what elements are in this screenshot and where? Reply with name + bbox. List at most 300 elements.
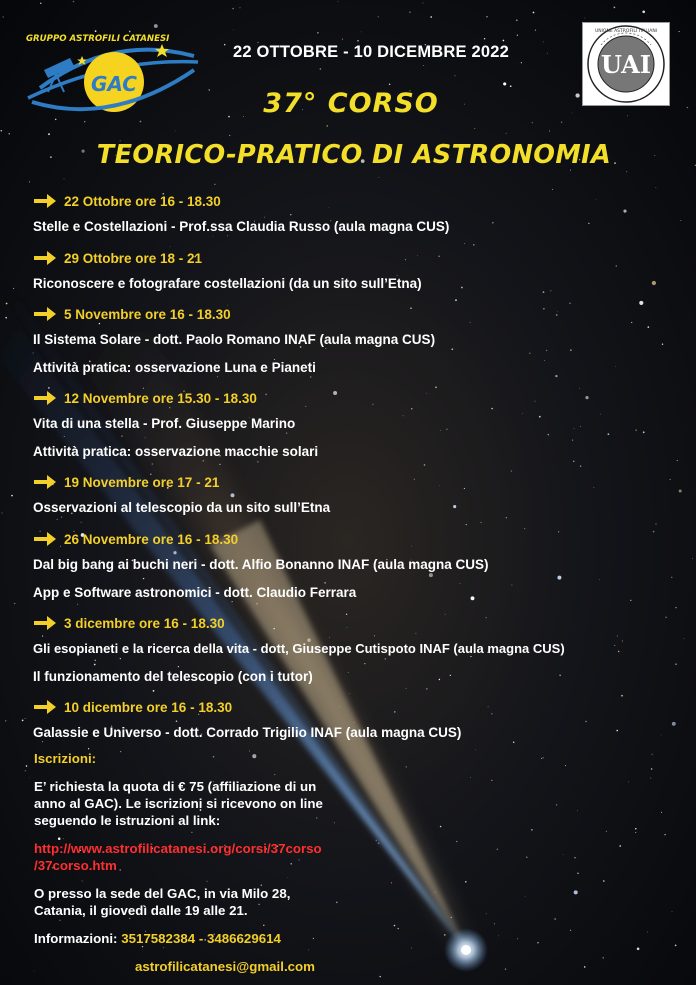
star <box>81 522 82 523</box>
star <box>227 236 228 237</box>
star <box>175 131 176 132</box>
schedule-date-row <box>34 529 238 549</box>
schedule-date: 22 Ottobre ore 16 - 18.30 <box>64 193 221 209</box>
star <box>570 349 571 350</box>
star <box>543 42 544 43</box>
star <box>430 16 432 18</box>
star <box>14 603 16 605</box>
star <box>274 774 275 775</box>
star <box>84 121 85 122</box>
star <box>639 301 643 305</box>
star <box>654 155 655 156</box>
star <box>464 488 465 489</box>
star <box>616 730 618 732</box>
arrow-right-icon <box>34 391 56 405</box>
star <box>570 930 571 931</box>
star <box>569 302 571 304</box>
star <box>94 664 96 666</box>
star <box>324 582 325 583</box>
star <box>503 82 506 85</box>
star <box>217 376 218 377</box>
star <box>464 243 465 244</box>
schedule-date-row <box>34 388 257 408</box>
star <box>48 133 50 135</box>
star <box>484 38 485 39</box>
star <box>543 291 545 293</box>
star <box>511 471 512 472</box>
star <box>417 255 418 256</box>
star <box>561 121 562 122</box>
star <box>670 479 671 480</box>
star <box>539 416 541 418</box>
uai-logo-text: UAI <box>600 50 652 79</box>
star <box>550 290 551 291</box>
star <box>511 585 512 586</box>
schedule-talk: App e Software astronomici - dott. Claudio Ferrara <box>33 585 357 600</box>
star <box>664 834 665 835</box>
star <box>684 638 685 639</box>
star <box>647 932 648 933</box>
star <box>572 113 573 114</box>
star <box>389 83 391 85</box>
star <box>679 31 680 32</box>
schedule-talk: Il Sistema Solare - dott. Paolo Romano INAF (aula magna CUS) <box>33 332 436 347</box>
star <box>526 857 527 858</box>
star <box>405 259 406 260</box>
star <box>642 10 645 13</box>
star <box>486 617 487 618</box>
star <box>385 658 386 659</box>
schedule-talk: Il funzionamento del telescopio (con i tutor) <box>33 669 313 684</box>
star <box>596 199 597 200</box>
star <box>336 902 337 903</box>
star <box>348 672 349 673</box>
star <box>414 479 415 480</box>
star <box>532 122 533 123</box>
star <box>599 579 600 580</box>
star <box>424 464 426 466</box>
schedule-date: 10 dicembre ore 16 - 18.30 <box>64 699 233 715</box>
star <box>556 314 557 315</box>
schedule-date: 19 Novembre ore 17 - 21 <box>64 474 220 490</box>
star <box>257 461 259 463</box>
star <box>450 675 451 676</box>
star <box>535 30 536 31</box>
star <box>329 207 330 208</box>
star <box>522 413 523 414</box>
star <box>429 573 433 577</box>
star <box>13 288 14 289</box>
star <box>492 222 493 223</box>
star <box>672 722 676 726</box>
contacts-line <box>34 930 281 947</box>
star <box>364 663 365 664</box>
star <box>594 487 595 488</box>
schedule-talk: Attività pratica: osservazione macchie solari <box>33 444 319 459</box>
star <box>681 220 682 221</box>
star <box>557 576 561 580</box>
star <box>565 765 566 766</box>
registration-link[interactable] <box>34 840 322 874</box>
star <box>618 651 619 652</box>
star <box>465 881 467 883</box>
star <box>549 130 550 131</box>
star <box>153 690 155 692</box>
star <box>374 635 375 636</box>
star <box>556 804 557 805</box>
gac-logo <box>22 18 202 118</box>
star <box>440 430 441 431</box>
star <box>229 135 230 136</box>
star <box>580 465 581 466</box>
star <box>379 976 380 977</box>
star <box>264 217 265 218</box>
star <box>73 1 75 3</box>
star <box>574 890 578 894</box>
star <box>559 675 561 677</box>
star <box>525 896 526 897</box>
star <box>584 966 586 968</box>
star <box>541 758 542 759</box>
star <box>627 116 628 117</box>
star <box>61 517 62 518</box>
star <box>329 637 330 638</box>
star <box>656 187 657 188</box>
star <box>623 210 626 213</box>
star <box>378 842 380 844</box>
star <box>619 845 621 847</box>
star <box>652 754 653 755</box>
star <box>651 768 652 769</box>
star <box>505 968 506 969</box>
contacts-label: Informazioni: <box>34 931 118 946</box>
star <box>537 942 538 943</box>
schedule-talk: Vita di una stella - Prof. Giuseppe Marino <box>33 416 296 431</box>
arrow-right-icon <box>34 251 56 265</box>
star <box>50 156 52 158</box>
star <box>470 656 471 657</box>
star <box>313 938 314 939</box>
star <box>475 749 476 750</box>
star <box>176 720 178 722</box>
star <box>265 394 267 396</box>
contact-phones: 3517582384 - 3486629614 <box>121 931 281 946</box>
schedule-date: 5 Novembre ore 16 - 18.30 <box>64 306 231 322</box>
star <box>423 65 424 66</box>
star <box>603 880 605 882</box>
star <box>60 920 61 921</box>
star <box>29 181 30 182</box>
star <box>423 2 424 3</box>
star <box>675 945 677 947</box>
schedule-date: 26 Novembre ore 16 - 18.30 <box>64 531 239 547</box>
star <box>55 119 57 121</box>
star <box>207 881 208 882</box>
course-dates: 22 OTTOBRE - 10 DICEMBRE 2022 <box>233 43 509 61</box>
star <box>25 770 26 771</box>
star <box>57 519 58 520</box>
star <box>521 62 522 63</box>
schedule-date-row <box>34 191 221 211</box>
star <box>615 366 616 367</box>
star <box>631 322 632 323</box>
star <box>535 401 536 402</box>
star <box>325 348 326 349</box>
star <box>232 8 233 9</box>
star <box>29 777 30 778</box>
star <box>606 831 607 832</box>
star <box>22 720 24 722</box>
star <box>357 40 359 42</box>
star <box>191 832 192 833</box>
star <box>543 308 545 310</box>
star <box>120 658 121 659</box>
schedule-talk: Attività pratica: osservazione Luna e Pianeti <box>33 360 316 375</box>
star <box>506 133 507 134</box>
star <box>471 596 475 600</box>
star <box>470 777 471 778</box>
star <box>444 934 446 936</box>
star <box>503 40 505 42</box>
star <box>415 633 416 634</box>
star <box>692 558 693 559</box>
star <box>403 415 404 416</box>
star <box>40 3 41 4</box>
star <box>563 854 564 855</box>
star <box>286 432 287 433</box>
star <box>426 688 427 689</box>
star <box>643 431 645 433</box>
star <box>334 823 335 824</box>
star <box>333 391 337 395</box>
star <box>26 765 28 767</box>
star <box>491 780 492 781</box>
star <box>473 244 474 245</box>
star <box>290 214 291 215</box>
star <box>675 663 676 664</box>
registration-fee-text: seguendo le istruzioni al link: <box>34 813 221 828</box>
star <box>219 464 220 465</box>
star <box>474 128 475 129</box>
star <box>82 881 83 882</box>
star <box>411 408 412 409</box>
star <box>453 505 456 508</box>
star <box>320 68 321 69</box>
star <box>411 546 412 547</box>
star <box>513 741 515 743</box>
star <box>305 406 306 407</box>
star <box>445 614 446 615</box>
star <box>456 841 457 842</box>
star <box>506 517 507 518</box>
arrow-right-icon <box>34 475 56 489</box>
star <box>546 350 547 351</box>
registration-link-line[interactable]: http://www.astrofilicatanesi.org/corsi/37corso <box>34 841 322 856</box>
star <box>661 812 662 813</box>
star <box>178 666 179 667</box>
star <box>3 17 4 18</box>
star <box>77 604 78 605</box>
star <box>557 312 558 313</box>
star <box>372 404 373 405</box>
gac-group-name: GRUPPO ASTROFILI CATANESI <box>26 34 170 44</box>
star <box>460 583 461 584</box>
star <box>572 440 573 441</box>
star <box>461 287 463 289</box>
star <box>409 11 411 13</box>
star <box>232 601 233 602</box>
star <box>574 428 575 429</box>
star <box>6 303 8 305</box>
schedule-date-row <box>34 304 231 324</box>
star <box>406 688 407 689</box>
star <box>575 93 579 97</box>
star <box>121 435 123 437</box>
star <box>287 877 288 878</box>
star <box>317 32 319 34</box>
star <box>608 433 610 435</box>
schedule-talk: Gli esopianeti e la ricerca della vita - dott, Giuseppe Cutispoto INAF (aula magna CUS) <box>33 641 565 656</box>
office-info: O presso la sede del GAC, in via Milo 28, <box>34 886 291 901</box>
star <box>665 617 667 619</box>
star <box>346 614 347 615</box>
star <box>491 408 493 410</box>
star <box>233 30 234 31</box>
star <box>602 957 604 959</box>
uai-ring-text: UNIONE ASTROFILI ITALIANI <box>594 29 658 34</box>
star <box>516 19 518 21</box>
star <box>94 659 96 661</box>
star <box>438 255 440 257</box>
star <box>209 89 210 90</box>
star <box>533 12 535 14</box>
star <box>554 918 555 919</box>
registration-fee-text: anno al GAC). Le iscrizioni si ricevono on line <box>34 796 323 811</box>
star <box>213 756 215 758</box>
star <box>391 882 392 883</box>
star <box>628 782 629 783</box>
star <box>140 121 142 123</box>
star <box>439 485 440 486</box>
star <box>531 829 532 830</box>
star <box>481 522 482 523</box>
star <box>252 754 256 758</box>
star <box>544 360 545 361</box>
star <box>617 636 618 637</box>
schedule-date-row <box>34 697 232 717</box>
star <box>486 913 487 914</box>
star <box>661 735 662 736</box>
registration-link-line[interactable]: /37corso.htm <box>34 858 117 873</box>
star <box>630 600 631 601</box>
star <box>494 923 495 924</box>
contact-email[interactable]: astrofilicatanesi@gmail.com <box>135 959 315 974</box>
star <box>42 636 43 637</box>
star <box>1 130 2 131</box>
star <box>573 461 574 462</box>
star <box>440 826 442 828</box>
star <box>647 326 649 328</box>
star <box>574 857 575 858</box>
star <box>398 928 399 929</box>
star <box>679 490 682 493</box>
schedule-date: 3 dicembre ore 16 - 18.30 <box>64 615 225 631</box>
star <box>239 7 240 8</box>
star <box>342 39 343 40</box>
star <box>635 828 636 829</box>
star <box>263 925 264 926</box>
schedule-date-row <box>34 472 219 492</box>
schedule-date-row <box>34 613 225 633</box>
uai-logo <box>582 22 670 106</box>
gac-logo-abbr: GAC <box>91 72 137 96</box>
star <box>120 751 121 752</box>
schedule-talk: Osservazioni al telescopio da un sito sull’Etna <box>33 500 331 515</box>
star <box>349 693 350 694</box>
star <box>637 947 640 950</box>
star <box>635 832 636 833</box>
star <box>446 429 447 430</box>
star <box>5 720 6 721</box>
star <box>600 414 601 415</box>
schedule-talk: Galassie e Universo - dott. Corrado Trigilio INAF (aula magna CUS) <box>33 725 462 740</box>
star <box>614 7 616 9</box>
star <box>308 950 309 951</box>
schedule-date: 12 Novembre ore 15.30 - 18.30 <box>64 390 257 406</box>
star <box>585 18 586 19</box>
star <box>361 32 362 33</box>
schedule-talk: Stelle e Costellazioni - Prof.ssa Claudia Russo (aula magna CUS) <box>33 219 450 234</box>
star <box>687 107 689 109</box>
star <box>214 184 215 185</box>
star <box>25 718 26 719</box>
star <box>672 911 673 912</box>
schedule-date: 29 Ottobre ore 18 - 21 <box>64 250 203 266</box>
arrow-right-icon <box>34 532 56 546</box>
star <box>650 778 651 779</box>
star <box>426 393 427 394</box>
star <box>8 133 9 134</box>
star <box>635 429 636 430</box>
star <box>498 936 499 937</box>
star <box>439 679 440 680</box>
star <box>510 85 512 87</box>
star <box>1 512 2 513</box>
star <box>558 531 559 532</box>
star <box>326 125 328 127</box>
arrow-right-icon <box>34 700 56 714</box>
registration-heading: Iscrizioni: <box>34 751 97 766</box>
arrow-right-icon <box>34 307 56 321</box>
star <box>621 695 623 697</box>
arrow-right-icon <box>34 616 56 630</box>
schedule-talk: Dal big bang ai buchi neri - dott. Alfio Bonanno INAF (aula magna CUS) <box>33 557 489 572</box>
star <box>616 265 617 266</box>
star <box>488 706 489 707</box>
star <box>529 353 531 355</box>
star <box>394 925 396 927</box>
star <box>547 53 548 54</box>
star <box>577 873 579 875</box>
star <box>338 1 339 2</box>
star <box>517 938 518 939</box>
star <box>656 524 657 525</box>
star <box>451 348 453 350</box>
star <box>675 607 676 608</box>
star <box>42 741 43 742</box>
star <box>548 434 550 436</box>
arrow-right-icon <box>34 194 56 208</box>
